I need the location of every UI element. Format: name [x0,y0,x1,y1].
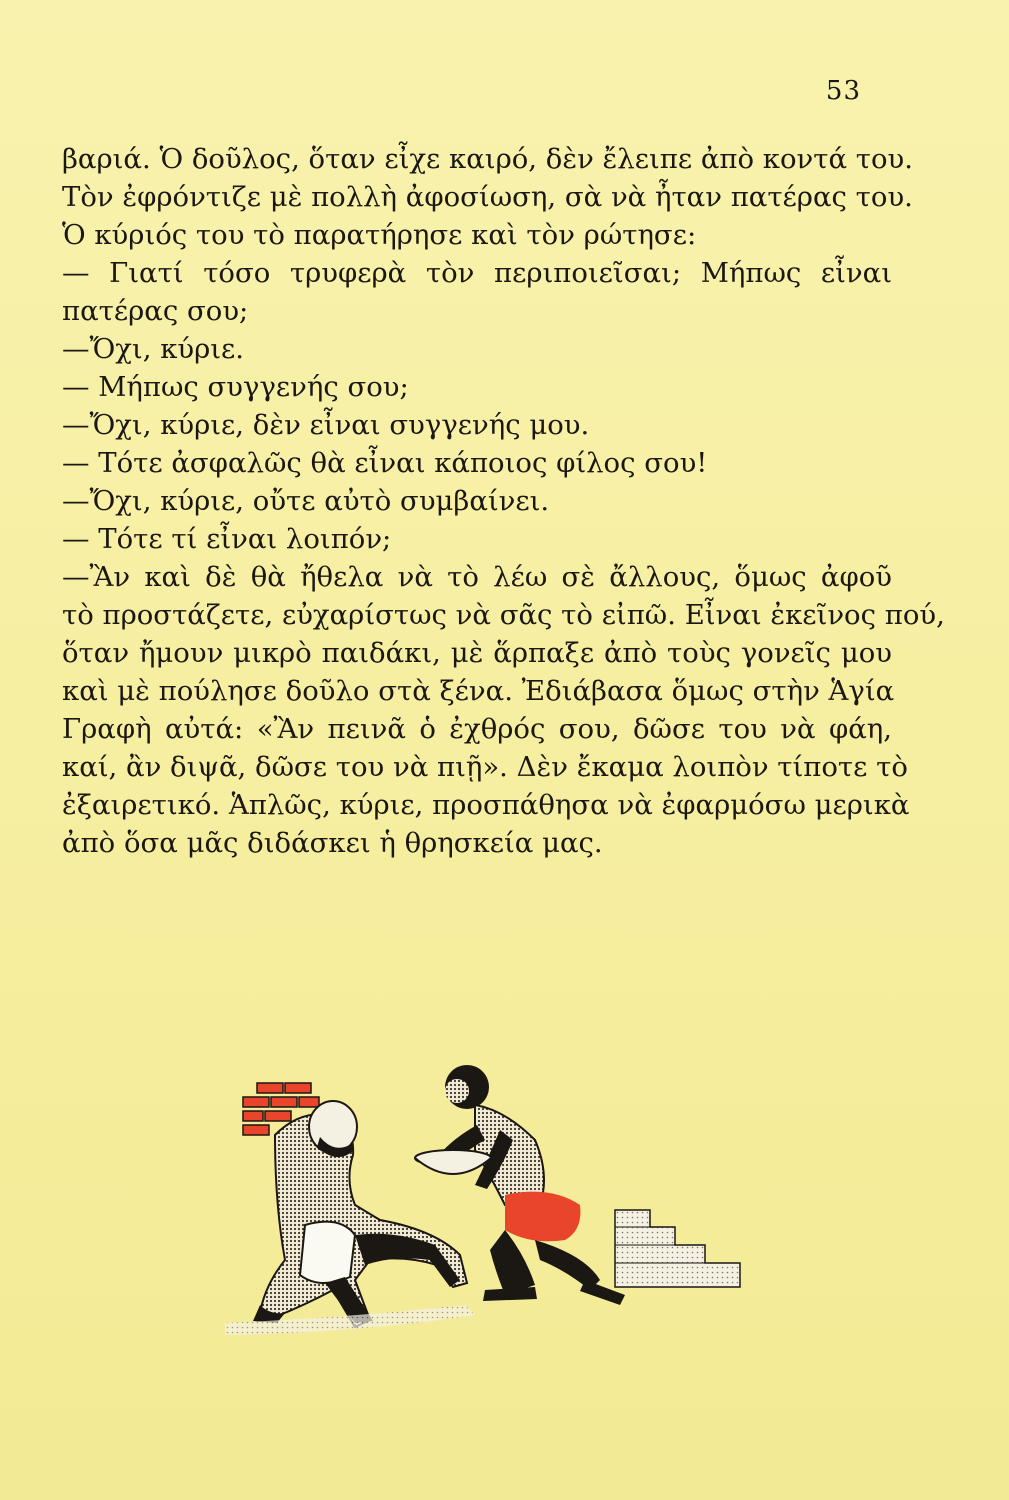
sitting-old-man-figure [253,1101,467,1327]
body-text [62,140,945,862]
text-line: τὸ προστάζετε, εὐχαρίστως νὰ σᾶς τὸ εἰπῶ. Εἶναι ἐκεῖνος πού, [62,599,945,631]
text-line: ὅταν ἤμουν μικρὸ παιδάκι, μὲ ἅρπαξε ἀπὸ τοὺς γονεῖς μου [62,637,892,669]
text-line: — Γιατί τόσο τρυφερὰ τὸν περιποιεῖσαι; Μήπως εἶναι [62,257,892,289]
page-number: 53 [825,76,861,106]
text-line: βαριά. Ὁ δοῦλος, ὅταν εἶχε καιρό, δὲν ἔλειπε ἀπὸ κοντά του. [62,143,913,175]
text-line: — Τότε τί εἶναι λοιπόν; [62,523,392,555]
text-line: — Μήπως συγγενής σου; [62,371,409,403]
slave-giving-bowl-illustration [205,1055,745,1355]
text-line: ἀπὸ ὅσα μᾶς διδάσκει ἡ θρησκεία μας. [62,827,603,859]
text-line: καὶ μὲ πούλησε δοῦλο στὰ ξένα. Ἐδιάβασα ὅμως στὴν Ἁγία [62,675,895,707]
text-line: ἐξαιρετικό. Ἁπλῶς, κύριε, προσπάθησα νὰ ἐφαρμόσω μερικὰ [62,789,910,821]
text-line: —Ἂν καὶ δὲ θὰ ἤθελα νὰ τὸ λέω σὲ ἄλλους, ὅμως ἀφοῦ [62,561,892,593]
text-line: —Ὄχι, κύριε, δὲν εἶναι συγγενής μου. [62,409,590,441]
stairs-icon [615,1210,740,1287]
text-line: — Τότε ἀσφαλῶς θὰ εἶναι κάποιος φίλος σου! [62,447,708,479]
text-line: καί, ἂν διψᾶ, δῶσε του νὰ πιῇ». Δὲν ἔκαμα λοιπὸν τίποτε τὸ [62,751,908,783]
text-line: πατέρας σου; [62,295,249,327]
text-line: Ὁ κύριός του τὸ παρατήρησε καὶ τὸν ρώτησε: [62,219,697,251]
bowl-icon [415,1150,491,1174]
text-line: —Ὄχι, κύριε. [62,333,245,365]
text-line: Γραφὴ αὐτά: «Ἂν πεινᾶ ὁ ἐχθρός σου, δῶσε του νὰ φάη, [62,713,892,745]
text-line: —Ὄχι, κύριε, οὔτε αὐτὸ συμβαίνει. [62,485,550,517]
text-line: Τὸν ἐφρόντιζε μὲ πολλὴ ἀφοσίωση, σὰ νὰ ἦταν πατέρας του. [62,181,913,213]
